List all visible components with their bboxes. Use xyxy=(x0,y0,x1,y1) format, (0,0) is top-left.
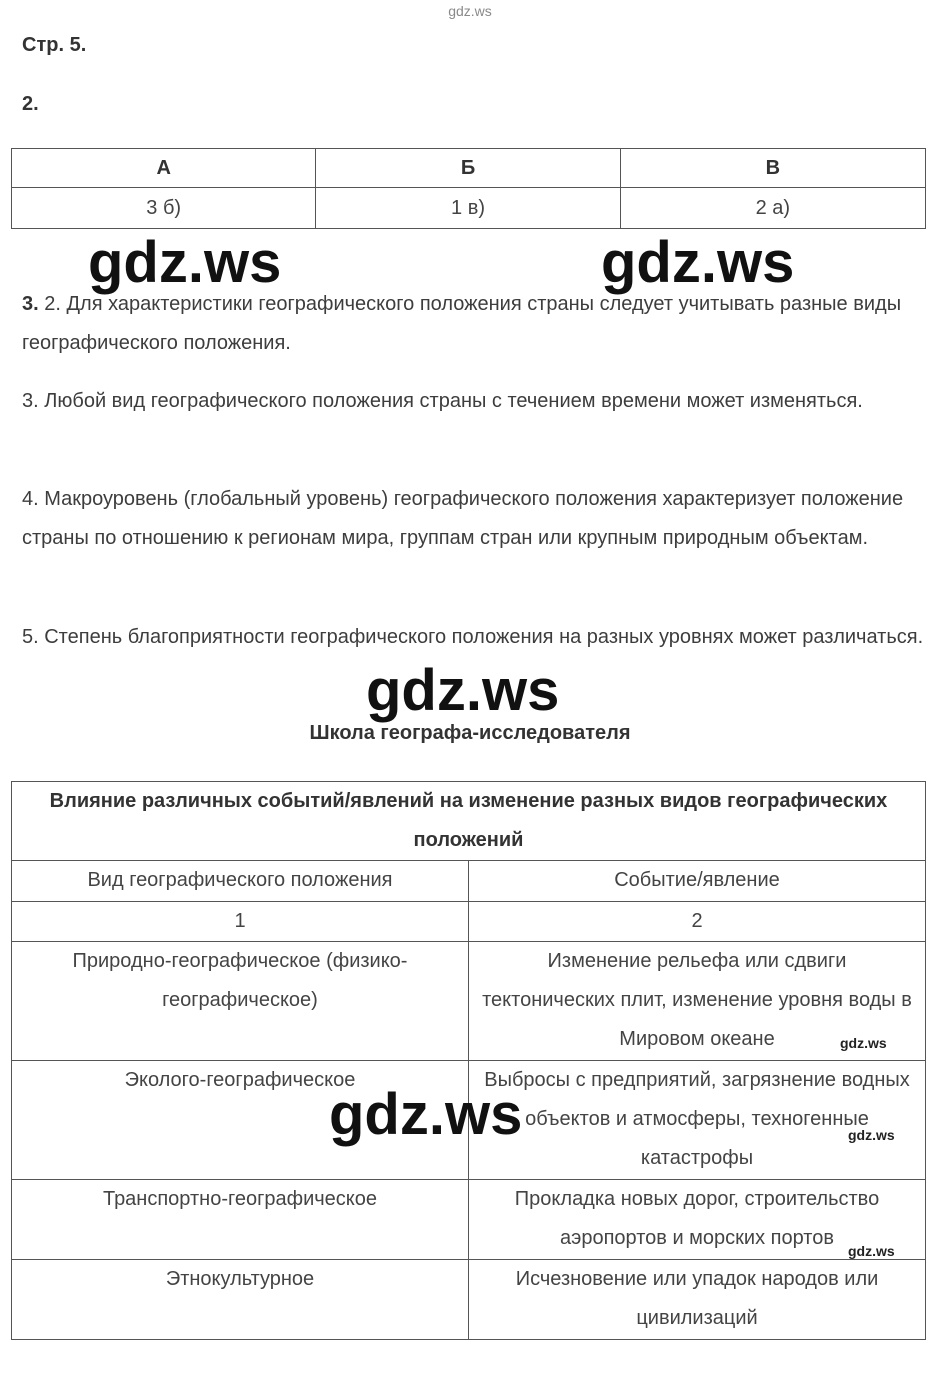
task-3-item-2 xyxy=(22,285,927,363)
watermark-small: gdz.ws xyxy=(848,1243,895,1259)
task-3-number: 3. xyxy=(22,293,39,315)
table-header-row xyxy=(12,149,926,188)
task-3-item-5: 5. Степень благоприятности географического положения на разных уровнях может различаться. xyxy=(22,626,924,648)
event-cell: Изменение рельефа или сдвиги тектонических плит, изменение уровня воды в Мировом океане xyxy=(469,942,926,1061)
column-number-row xyxy=(12,902,926,942)
task-2-number: 2. xyxy=(22,93,39,115)
column-header-event: Событие/явление xyxy=(469,861,926,902)
position-type-cell: Эколого-географическое xyxy=(12,1061,469,1180)
table-header-row xyxy=(12,861,926,902)
watermark-small: gdz.ws xyxy=(848,1127,895,1143)
column-header-v: В xyxy=(620,149,925,188)
watermark-logo: gdz.ws xyxy=(88,230,282,295)
answer-cell-v: 2 а) xyxy=(620,188,925,229)
task-2-table xyxy=(11,148,926,229)
column-number-1: 1 xyxy=(12,902,469,942)
answer-cell-b: 1 в) xyxy=(316,188,620,229)
position-type-cell: Транспортно-географическое xyxy=(12,1180,469,1260)
event-cell: Исчезновение или упадок народов или цивилизаций xyxy=(469,1260,926,1340)
table-row xyxy=(12,942,926,1061)
watermark-top: gdz.ws xyxy=(448,3,492,19)
watermark-logo: gdz.ws xyxy=(366,658,560,723)
watermark-logo: gdz.ws xyxy=(329,1082,523,1147)
position-type-cell: Природно-географическое (физико-географическое) xyxy=(12,942,469,1061)
table-caption: Влияние различных событий/явлений на изменение разных видов географических положений xyxy=(12,782,926,861)
table-row xyxy=(12,1180,926,1260)
section-title: Школа географа-исследователя xyxy=(309,722,631,744)
position-type-cell: Этнокультурное xyxy=(12,1260,469,1340)
task-3-item-text: 2. Для характеристики географического положения страны следует учитывать разные виды географического положения. xyxy=(22,293,902,354)
table-row xyxy=(12,188,926,229)
watermark-small: gdz.ws xyxy=(840,1035,887,1051)
column-number-2: 2 xyxy=(469,902,926,942)
answer-cell-a: 3 б) xyxy=(12,188,316,229)
table-row xyxy=(12,1260,926,1340)
watermark-logo: gdz.ws xyxy=(601,230,795,295)
column-header-type: Вид географического положения xyxy=(12,861,469,902)
task-3-item-4: 4. Макроуровень (глобальный уровень) географического положения характеризует положение страны по отношению к регионам мира, группам стран или крупным природным объектам. xyxy=(22,488,904,549)
geo-position-table xyxy=(11,781,926,1340)
table-caption-row xyxy=(12,782,926,861)
event-cell: Выбросы с предприятий, загрязнение водных объектов и атмосферы, техногенные катастрофы xyxy=(469,1061,926,1180)
task-3-item-3: 3. Любой вид географического положения страны с течением времени может изменяться. xyxy=(22,390,863,412)
event-cell: Прокладка новых дорог, строительство аэропортов и морских портов xyxy=(469,1180,926,1260)
column-header-b: Б xyxy=(316,149,620,188)
page-label: Стр. 5. xyxy=(22,34,87,56)
column-header-a: А xyxy=(12,149,316,188)
